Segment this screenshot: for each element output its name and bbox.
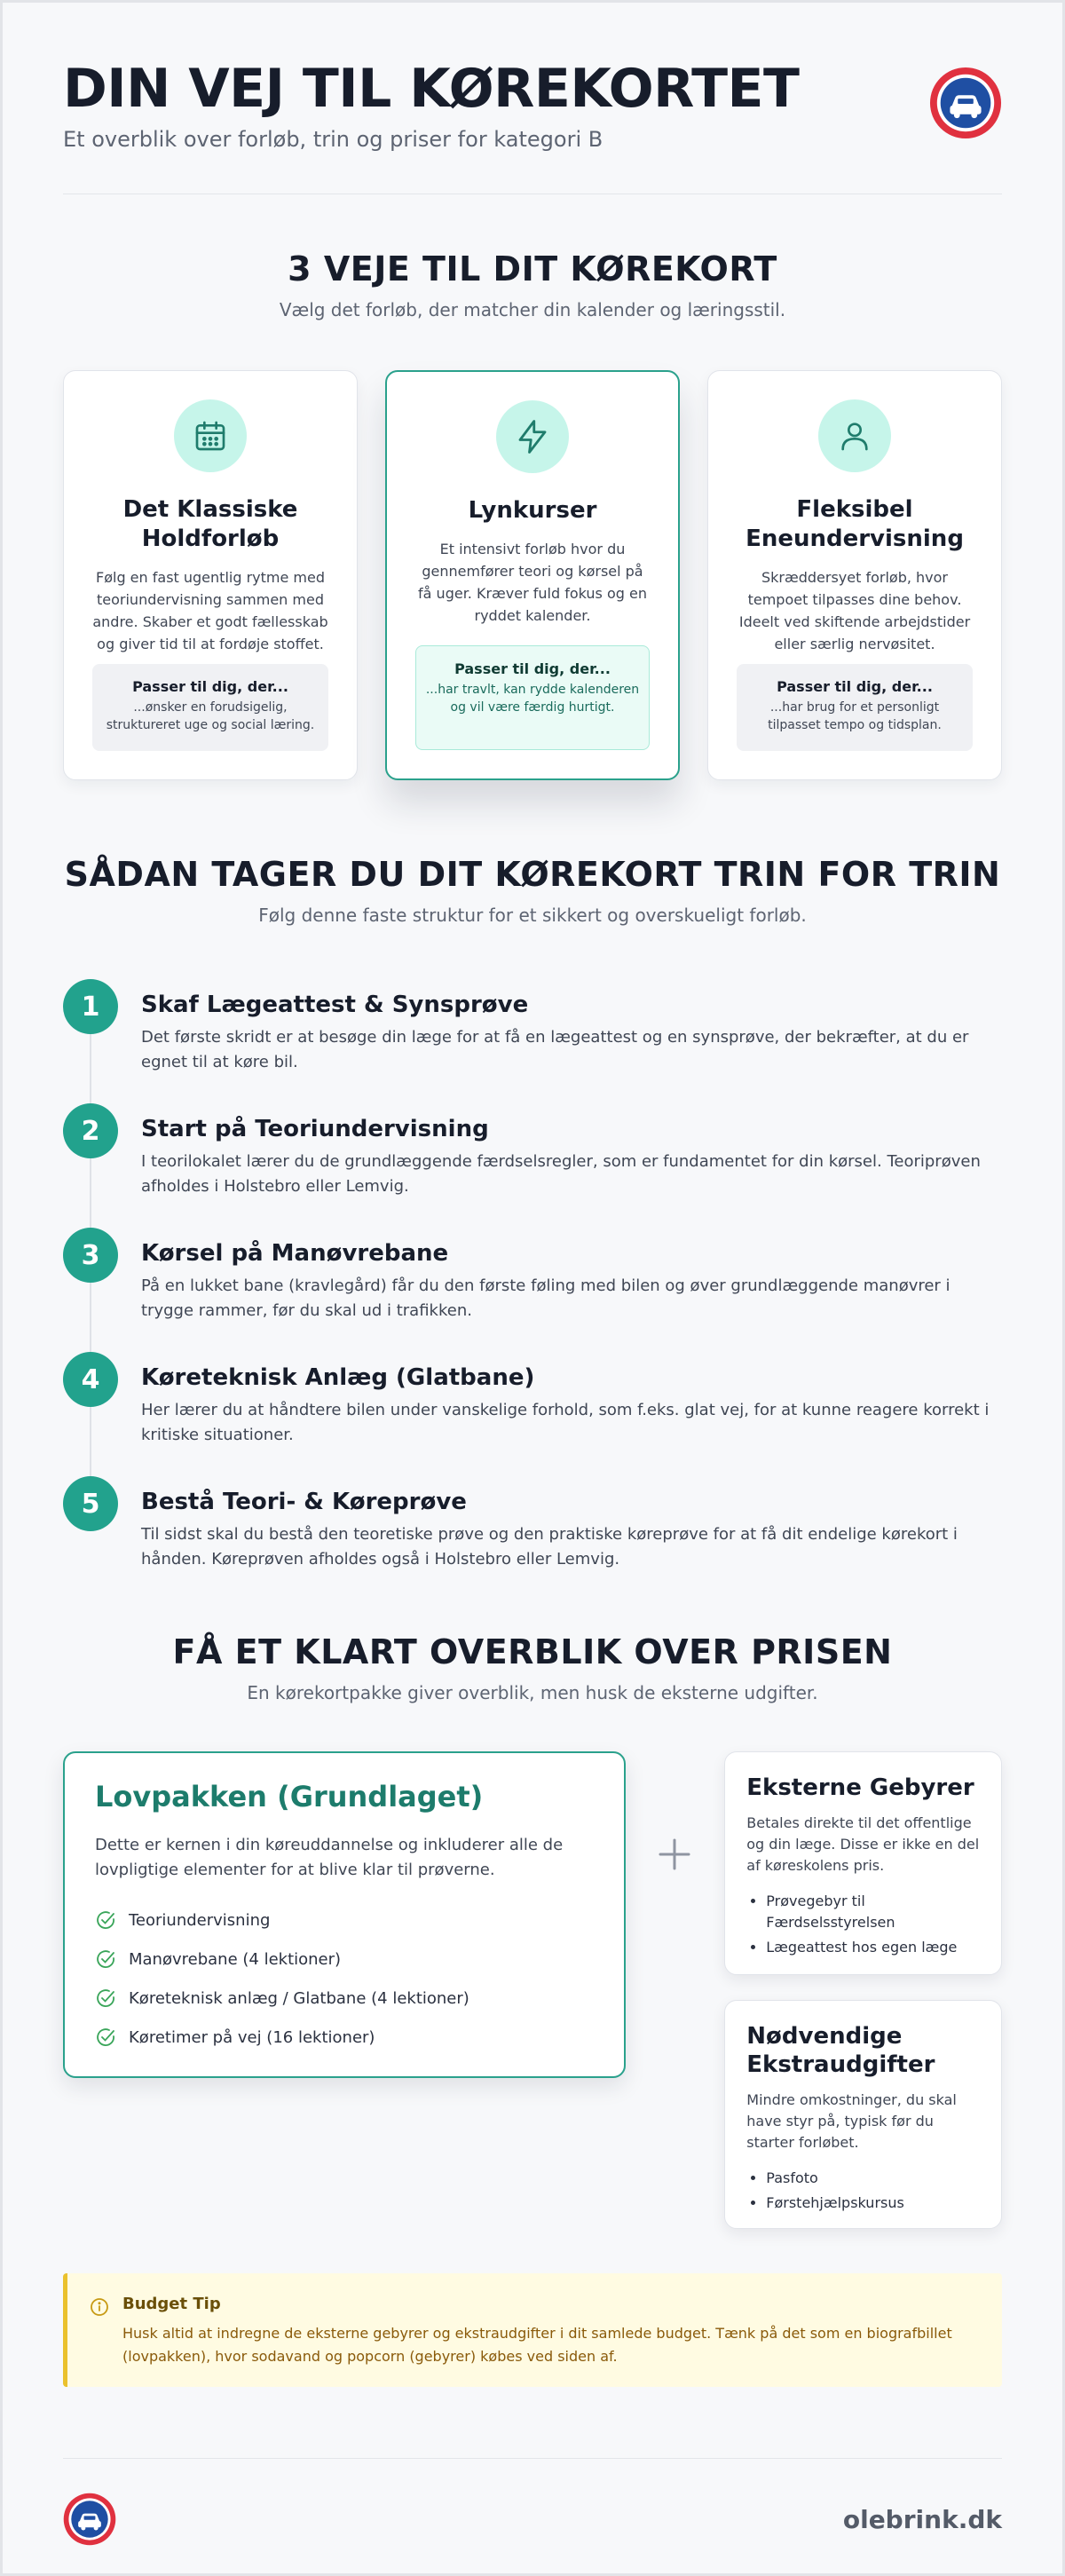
step-text: På en lukket bane (kravlegård) får du den første føling med bilen og øver grundlæggende manøvrer i trygge rammer, før du skal ud i trafikken. bbox=[141, 1276, 951, 1320]
package-list bbox=[95, 1900, 594, 2057]
step-number: 1 bbox=[63, 979, 118, 1034]
list-item: • Lægeattest hos egen læge bbox=[766, 1937, 980, 1958]
steps-section bbox=[63, 780, 1002, 1600]
extra-expenses-text: Mindre omkostninger, du skal have styr på, typisk før du starter forløbet. bbox=[746, 2091, 957, 2151]
course-fit-box bbox=[415, 645, 650, 750]
package-card bbox=[63, 1751, 626, 2078]
course-title: Lynkurser bbox=[468, 497, 597, 524]
package-item-label: Køreteknisk anlæg / Glatbane (4 lektioner) bbox=[129, 1988, 469, 2008]
course-card-lynkursus bbox=[385, 370, 680, 780]
course-fit-box bbox=[92, 664, 328, 751]
step-title: Bestå Teori- & Køreprøve bbox=[141, 1489, 467, 1515]
lightning-icon bbox=[496, 400, 569, 473]
list-item: • Førstehjælpskursus bbox=[766, 2193, 980, 2214]
price-title: FÅ ET KLART OVERBLIK OVER PRISEN bbox=[172, 1632, 893, 1671]
course-title: Det Klassiske Holdforløb bbox=[122, 496, 298, 552]
course-card-flexible bbox=[707, 370, 1002, 780]
calendar-icon bbox=[174, 399, 247, 472]
package-text: Dette er kernen i din køreuddannelse og inkluderer alle de lovpligtige elementer for at blive klar til prøverne. bbox=[95, 1836, 564, 1879]
step-title: Køreteknisk Anlæg (Glatbane) bbox=[141, 1364, 535, 1391]
extra-expenses-list bbox=[746, 2168, 980, 2214]
price-overview bbox=[63, 1751, 1002, 2229]
step-title: Kørsel på Manøvrebane bbox=[141, 1240, 449, 1267]
steps-subtitle: Følg denne faste struktur for et sikkert og overskueligt forløb. bbox=[258, 905, 807, 926]
driving-school-badge-icon bbox=[929, 67, 1002, 139]
course-fit-text: ...har brug for et personligt tilpasset tempo og tidsplan. bbox=[768, 700, 942, 732]
steps-title: SÅDAN TAGER DU DIT KØREKORT TRIN FOR TRIN bbox=[64, 855, 1001, 894]
extra-expenses-card bbox=[724, 2000, 1002, 2229]
course-fit-title: Passer til dig, der... bbox=[454, 660, 611, 677]
step-text: Her lærer du at håndtere bilen under vanskelige forhold, som f.eks. glat vej, for at kunne reagere korrekt i kritiske situationer. bbox=[141, 1401, 990, 1444]
footer bbox=[63, 2458, 1002, 2546]
header bbox=[63, 3, 1002, 194]
course-description: Et intensivt forløb hvor du gennemfører teori og kørsel på få uger. Kræver fuld fokus og en ryddet kalender. bbox=[418, 541, 647, 624]
page-title: DIN VEJ TIL KØREKORTET bbox=[63, 58, 800, 120]
course-fit-title: Passer til dig, der... bbox=[777, 678, 933, 695]
course-description: Følg en fast ugentlig rytme med teoriundervisning sammen med andre. Skaber et godt fællesskab og giver tid til at fordøje stoffet. bbox=[92, 569, 328, 652]
course-card-classic bbox=[63, 370, 358, 780]
step-number: 5 bbox=[63, 1476, 118, 1531]
course-fit-text: ...ønsker en forudsigelig, struktureret uge og social læring. bbox=[106, 700, 315, 732]
step-item bbox=[63, 1228, 1002, 1352]
check-circle-icon bbox=[95, 1987, 116, 2009]
list-item: • Pasfoto bbox=[766, 2168, 980, 2189]
package-item-label: Køretimer på vej (16 lektioner) bbox=[129, 2027, 375, 2047]
courses-section bbox=[63, 194, 1002, 780]
package-title: Lovpakken (Grundlaget) bbox=[95, 1780, 484, 1813]
step-connector bbox=[90, 1034, 91, 1103]
step-text: I teorilokalet lærer du de grundlæggende færdselsregler, som er fundamentet for din kørsel. Teoriprøven afholdes i Holstebro eller Lemvig. bbox=[141, 1152, 981, 1196]
extra-expenses-title: Nødvendige Ekstraudgifter bbox=[746, 2023, 935, 2078]
course-fit-title: Passer til dig, der... bbox=[132, 678, 288, 695]
step-item bbox=[63, 979, 1002, 1103]
package-item bbox=[95, 1900, 594, 1940]
tip-title: Budget Tip bbox=[122, 2295, 221, 2313]
course-fit-text: ...har travlt, kan rydde kalenderen og vil være færdig hurtigt. bbox=[425, 683, 640, 715]
check-circle-icon bbox=[95, 2027, 116, 2048]
check-circle-icon bbox=[95, 1909, 116, 1931]
footer-site-link[interactable]: olebrink.dk bbox=[842, 2504, 1002, 2534]
course-cards bbox=[63, 370, 1002, 780]
external-fees-text: Betales direkte til det offentlige og din læge. Disse er ikke en del af køreskolens pris. bbox=[746, 1814, 980, 1874]
user-icon bbox=[818, 399, 891, 472]
course-description: Skræddersyet forløb, hvor tempoet tilpasses dine behov. Ideelt ved skiftende arbejdstider eller særlig nervøsitet. bbox=[738, 569, 971, 652]
list-item: • Prøvegebyr til Færdselsstyrelsen bbox=[766, 1891, 980, 1933]
extra-costs-column bbox=[724, 1751, 1002, 2229]
course-fit-box bbox=[737, 664, 973, 751]
plus-icon bbox=[626, 1751, 725, 1876]
check-circle-icon bbox=[95, 1948, 116, 1970]
step-item bbox=[63, 1103, 1002, 1228]
step-number: 4 bbox=[63, 1352, 118, 1407]
package-item-label: Manøvrebane (4 lektioner) bbox=[129, 1949, 342, 1969]
step-connector bbox=[90, 1158, 91, 1228]
step-title: Skaf Lægeattest & Synsprøve bbox=[141, 992, 529, 1018]
step-number: 3 bbox=[63, 1228, 118, 1283]
page-subtitle: Et overblik over forløb, trin og priser for kategori B bbox=[63, 127, 604, 152]
package-item-label: Teoriundervisning bbox=[129, 1910, 271, 1930]
step-title: Start på Teoriundervisning bbox=[141, 1116, 489, 1142]
step-text: Til sidst skal du bestå den teoretiske prøve og den praktiske køreprøve for at få dit endelige kørekort i hånden. Køreprøven afholdes også i Holstebro eller Lemvig. bbox=[141, 1525, 958, 1569]
step-connector bbox=[90, 1283, 91, 1352]
external-fees-title: Eksterne Gebyrer bbox=[746, 1774, 974, 1801]
tip-text: Husk altid at indregne de eksterne gebyrer og ekstraudgifter i dit samlede budget. Tænk på det som en biografbillet (lovpakken), hvor sodavand og popcorn (gebyrer) købes ved siden af. bbox=[122, 2325, 952, 2365]
external-fees-card bbox=[724, 1751, 1002, 1975]
steps-list bbox=[63, 979, 1002, 1600]
external-fees-list bbox=[746, 1891, 980, 1958]
package-item bbox=[95, 1979, 594, 2018]
info-icon bbox=[89, 2295, 110, 2387]
step-item bbox=[63, 1352, 1002, 1476]
course-title: Fleksibel Eneundervisning bbox=[746, 496, 964, 552]
package-item bbox=[95, 1940, 594, 1979]
step-item bbox=[63, 1476, 1002, 1600]
price-subtitle: En kørekortpakke giver overblik, men husk de eksterne udgifter. bbox=[247, 1682, 818, 1703]
package-item bbox=[95, 2018, 594, 2057]
step-connector bbox=[90, 1407, 91, 1476]
step-number: 2 bbox=[63, 1103, 118, 1158]
courses-title: 3 VEJE TIL DIT KØREKORT bbox=[288, 249, 777, 288]
step-text: Det første skridt er at besøge din læge for at få en lægeattest og en synsprøve, der bekræfter, at du er egnet til at køre bil. bbox=[141, 1028, 969, 1071]
price-section bbox=[63, 1600, 1002, 2387]
budget-tip bbox=[63, 2273, 1002, 2387]
driving-school-badge-icon bbox=[63, 2493, 116, 2546]
courses-subtitle: Vælg det forløb, der matcher din kalender og læringsstil. bbox=[279, 299, 786, 320]
